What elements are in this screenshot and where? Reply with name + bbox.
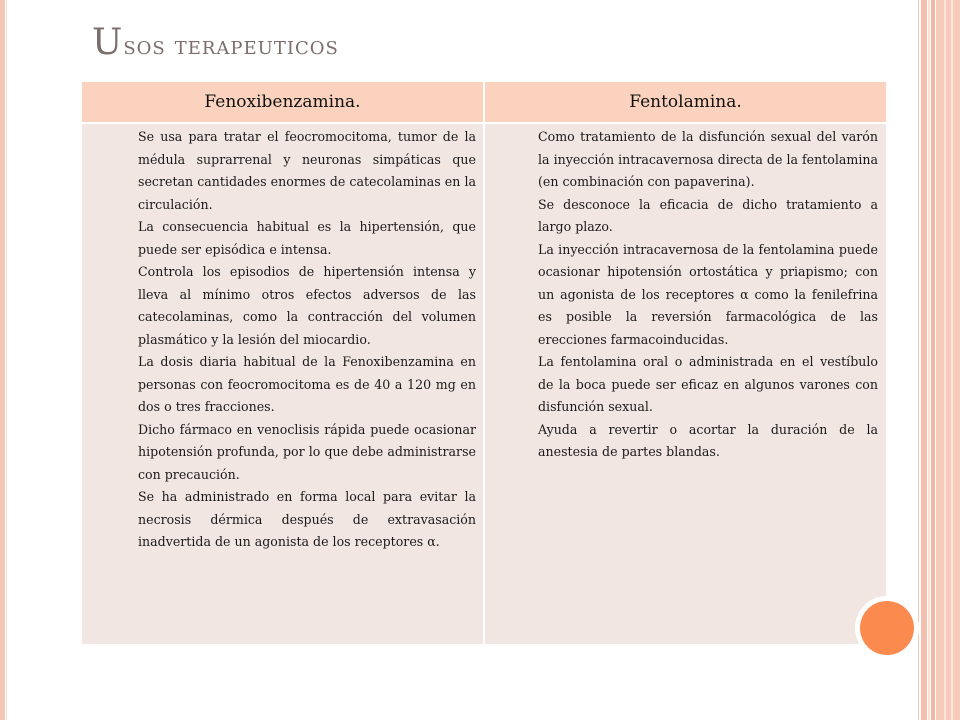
paragraph: La consecuencia habitual es la hipertensión, que puede ser episódica e intensa. — [138, 219, 476, 257]
right-stripe — [918, 0, 919, 720]
paragraph: Se ha administrado en forma local para evitar la necrosis dérmica después de extravasación inadvertida de un agonista de los receptores α. — [138, 489, 476, 549]
cell-fenoxibenzamina — [138, 126, 476, 554]
paragraph: Se desconoce la eficacia de dicho tratamiento a largo plazo. — [538, 196, 878, 234]
title-rest: sos terapeuticos — [123, 31, 339, 60]
row-divider — [82, 122, 886, 124]
paragraph: Dicho fármaco en venoclisis rápida puede ocasionar hipotensión profunda, por lo que debe administrarse con precaución. — [138, 421, 476, 482]
column-divider — [483, 82, 485, 644]
right-stripe — [931, 0, 935, 720]
left-border-line — [6, 0, 7, 720]
paragraph: Ayuda a revertir o acortar la duración de la anestesia de partes blandas. — [538, 421, 878, 459]
paragraph: Como tratamiento de la disfunción sexual del varón la inyección intracavernosa directa de la fentolamina (en combinación con papaverina). — [538, 129, 878, 189]
paragraph: La inyección intracavernosa de la fentolamina puede ocasionar hipotensión ortostática y priapismo; con un agonista de los receptores α como la fenilefrina es posible la reversión farmacológica de las erecciones farmacoinducidas. — [538, 241, 878, 347]
header-fenoxibenzamina: Fenoxibenzamina. — [82, 82, 483, 122]
paragraph: Se usa para tratar el feocromocitoma, tumor de la médula suprarrenal y neuronas simpáticas que secretan cantidades enormes de catecolaminas en la circulación. — [138, 129, 476, 212]
left-border-decoration — [0, 0, 5, 720]
right-stripe — [951, 0, 953, 720]
right-stripe — [928, 0, 930, 720]
slide-title — [92, 22, 339, 63]
right-stripe — [936, 0, 960, 720]
paragraph: La dosis diaria habitual de la Fenoxibenzamina en personas con feocromocitoma es de 40 a 120 mg en dos o tres fracciones. — [138, 354, 476, 414]
right-stripe — [944, 0, 946, 720]
comparison-table — [82, 82, 886, 644]
paragraph: La fentolamina oral o administrada en el vestíbulo de la boca puede ser eficaz en algunos varones con disfunción sexual. — [538, 354, 878, 414]
right-stripe — [921, 0, 927, 720]
title-initial: U — [92, 22, 124, 63]
header-fentolamina: Fentolamina. — [485, 82, 886, 122]
cell-fentolamina — [538, 126, 878, 464]
paragraph: Controla los episodios de hipertensión intensa y lleva al mínimo otros efectos adversos de las catecolaminas, como la contracción del volumen plasmático y la lesión del miocardio. — [138, 264, 476, 347]
accent-circle-icon — [860, 601, 914, 655]
